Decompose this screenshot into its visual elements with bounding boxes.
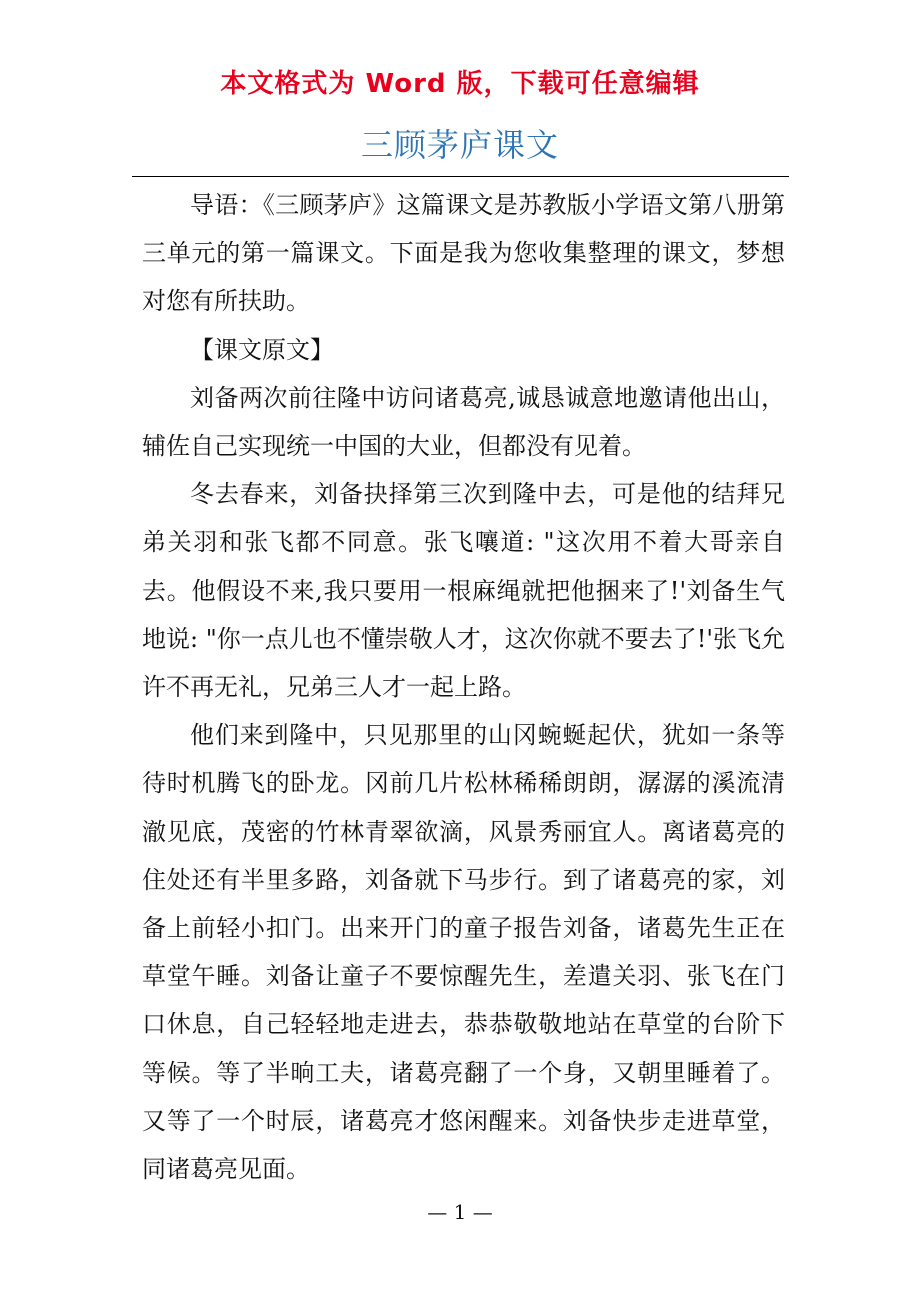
body-paragraph: 冬去春来，刘备抉择第三次到隆中去，可是他的结拜兄弟关羽和张飞都不同意。张飞嚷道: "这次用不着大哥亲自去。他假设不来,我只要用一根麻绳就把他捆来了!'刘备生气地说: "你一点儿也不懂崇敬人才，这次你就不要去了!'张飞允许不再无礼，兄弟三人才一起上路。 [142, 480, 785, 702]
intro-paragraph: 导语：《三顾茅庐》这篇课文是苏教版小学语文第八册第三单元的第一篇课文。下面是我为您收集整理的课文，梦想对您有所扶助。 [142, 191, 785, 316]
title-divider [132, 176, 789, 177]
format-notice-banner: 本文格式为 Word 版，下载可任意编辑 [220, 69, 700, 99]
body-paragraph: 他们来到隆中，只见那里的山冈蜿蜒起伏，犹如一条等待时机腾飞的卧龙。冈前几片松林稀稀朗朗，潺潺的溪流清澈见底，茂密的竹林青翠欲滴，风景秀丽宜人。离诸葛亮的住处还有半里多路，刘备就下马步行。到了诸葛亮的家，刘备上前轻小扣门。出来开门的童子报告刘备，诸葛先生正在草堂午睡。刘备让童子不要惊醒先生，差遣关羽、张飞在门口休息，自己轻轻地走进去，恭恭敬敬地站在草堂的台阶下等候。等了半晌工夫，诸葛亮翻了一个身，又朝里睡着了。又等了一个时辰，诸葛亮才悠闲醒来。刘备快步走进草堂，同诸葛亮见面。 [142, 721, 785, 1184]
document-body [142, 181, 785, 1193]
section-heading: 【课文原文】 [190, 335, 334, 364]
body-paragraph: 刘备两次前往隆中访问诸葛亮,诚恳诚意地邀请他出山，辅佐自己实现统一中国的大业，但都没有见着。 [142, 383, 785, 461]
document-title: 三顾茅庐课文 [360, 126, 559, 164]
page-number: — 1 — [427, 1200, 493, 1224]
